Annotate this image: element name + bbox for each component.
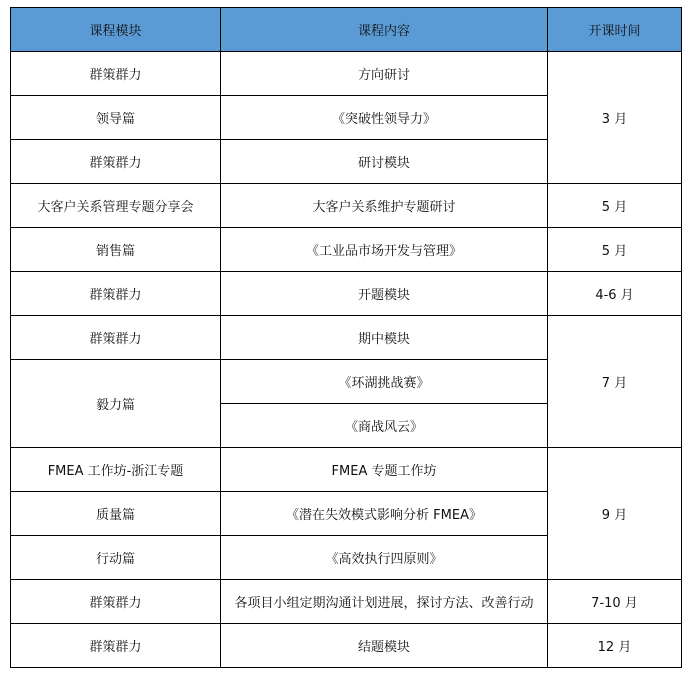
time-cell: 7 月 — [548, 316, 682, 448]
module-cell: 毅力篇 — [11, 360, 221, 448]
time-cell: 3 月 — [548, 52, 682, 184]
time-cell: 5 月 — [548, 184, 682, 228]
table-header-row — [11, 8, 682, 52]
content-cell: 《高效执行四原则》 — [221, 536, 548, 580]
content-cell: 《环湖挑战赛》 — [221, 360, 548, 404]
table-row — [11, 184, 682, 228]
table-row — [11, 448, 682, 492]
content-cell: 《突破性领导力》 — [221, 96, 548, 140]
header-time: 开课时间 — [548, 8, 682, 52]
table-row — [11, 580, 682, 624]
module-cell: 群策群力 — [11, 272, 221, 316]
table-row — [11, 272, 682, 316]
module-cell: 群策群力 — [11, 52, 221, 96]
header-module: 课程模块 — [11, 8, 221, 52]
content-cell: 期中模块 — [221, 316, 548, 360]
table-row — [11, 316, 682, 360]
header-content: 课程内容 — [221, 8, 548, 52]
module-cell: 群策群力 — [11, 580, 221, 624]
table-row — [11, 228, 682, 272]
course-schedule-table — [10, 7, 682, 668]
content-cell: 开题模块 — [221, 272, 548, 316]
time-cell: 5 月 — [548, 228, 682, 272]
content-cell: 各项目小组定期沟通计划进展，探讨方法、改善行动 — [221, 580, 548, 624]
content-cell: 研讨模块 — [221, 140, 548, 184]
content-cell: 《工业品市场开发与管理》 — [221, 228, 548, 272]
content-cell: 大客户关系维护专题研讨 — [221, 184, 548, 228]
table-row — [11, 624, 682, 668]
time-cell: 7-10 月 — [548, 580, 682, 624]
content-cell: 结题模块 — [221, 624, 548, 668]
module-cell: FMEA 工作坊-浙江专题 — [11, 448, 221, 492]
content-cell: 《潜在失效模式影响分析 FMEA》 — [221, 492, 548, 536]
content-cell: 方向研讨 — [221, 52, 548, 96]
time-cell: 4-6 月 — [548, 272, 682, 316]
module-cell: 群策群力 — [11, 316, 221, 360]
module-cell: 领导篇 — [11, 96, 221, 140]
time-cell: 12 月 — [548, 624, 682, 668]
time-cell: 9 月 — [548, 448, 682, 580]
module-cell: 销售篇 — [11, 228, 221, 272]
table-row — [11, 52, 682, 96]
module-cell: 大客户关系管理专题分享会 — [11, 184, 221, 228]
module-cell: 群策群力 — [11, 140, 221, 184]
module-cell: 群策群力 — [11, 624, 221, 668]
content-cell: 《商战风云》 — [221, 404, 548, 448]
module-cell: 行动篇 — [11, 536, 221, 580]
content-cell: FMEA 专题工作坊 — [221, 448, 548, 492]
module-cell: 质量篇 — [11, 492, 221, 536]
